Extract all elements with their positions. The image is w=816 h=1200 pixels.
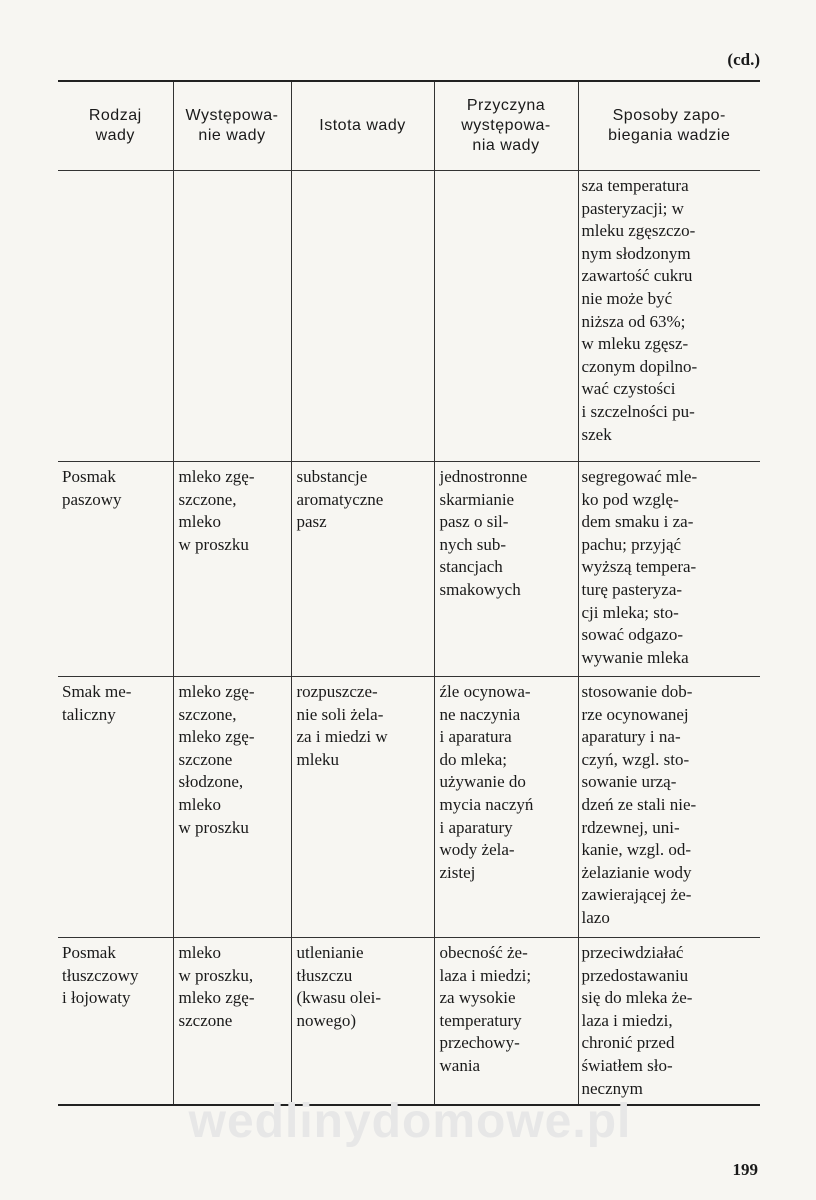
cell-prevention bbox=[578, 171, 760, 462]
cell-text: przeciwdziałać przedostawaniu się do mleka że- laza i miedzi, chronić przed światłem sło- necznym bbox=[581, 943, 693, 1098]
cell-defect bbox=[58, 677, 173, 938]
cell-defect bbox=[58, 171, 173, 462]
cell-text: substancje aromatyczne pasz bbox=[296, 467, 384, 532]
cell-text: mleko w proszku, mleko zgę- szczone bbox=[178, 943, 255, 1030]
watermark: wedlinydomowe.pl bbox=[188, 1095, 632, 1148]
cell-occurrence bbox=[173, 462, 291, 677]
header-essence: Istota wady bbox=[291, 81, 434, 171]
continuation-mark: (cd.) bbox=[727, 50, 760, 69]
cell-cause bbox=[434, 938, 578, 1106]
cell-occurrence bbox=[173, 677, 291, 938]
cell-text: źle ocynowa- ne naczynia i aparatura do mleka; używanie do mycia naczyń i aparatury wody żela- zistej bbox=[439, 682, 534, 882]
cell-text: rozpuszcze- nie soli żela- za i miedzi w mleku bbox=[296, 682, 388, 769]
cell-text: sza temperatura pasteryzacji; w mleku zgęszczo- nym słodzonym zawartość cukru nie może być niższa od 63%; w mleku zgęsz- czonym dopilno- wać czystości i szczelności pu- szek bbox=[581, 176, 698, 444]
header-row bbox=[58, 81, 760, 171]
cell-prevention bbox=[578, 677, 760, 938]
cell-essence bbox=[291, 938, 434, 1106]
cell-cause bbox=[434, 171, 578, 462]
cell-prevention bbox=[578, 938, 760, 1106]
table-row bbox=[58, 677, 760, 938]
cell-text: mleko zgę- szczone, mleko zgę- szczone słodzone, mleko w proszku bbox=[178, 682, 255, 837]
header-cause: Przyczyna występowa- nia wady bbox=[434, 81, 578, 171]
cell-text bbox=[292, 171, 434, 179]
cell-text: jednostronne skarmianie pasz o sil- nych sub- stancjach smakowych bbox=[439, 467, 528, 599]
cell-cause bbox=[434, 677, 578, 938]
cell-text: Smak me- taliczny bbox=[62, 682, 132, 724]
cell-text bbox=[58, 171, 173, 179]
cell-text: Posmak tłuszczowy i łojowaty bbox=[62, 943, 139, 1008]
milk-defects-table bbox=[58, 80, 760, 1106]
cell-text: segregować mle- ko pod wzglę- dem smaku i za- pachu; przyjąć wyższą tempera- turę pasteryza- cji mleka; sto- sować odgazo- wywanie mleka bbox=[581, 467, 698, 667]
cell-essence bbox=[291, 171, 434, 462]
cell-defect bbox=[58, 462, 173, 677]
table-row bbox=[58, 171, 760, 462]
cell-cause bbox=[434, 462, 578, 677]
cell-essence bbox=[291, 462, 434, 677]
cell-text: utlenianie tłuszczu (kwasu olei- nowego) bbox=[296, 943, 382, 1030]
cell-occurrence bbox=[173, 938, 291, 1106]
cell-text bbox=[174, 171, 291, 179]
table-row bbox=[58, 462, 760, 677]
cell-occurrence bbox=[173, 171, 291, 462]
cell-essence bbox=[291, 677, 434, 938]
cell-text: stosowanie dob- rze ocynowanej aparatury i na- czyń, wzgl. sto- sowanie urzą- dzeń ze stali nie- rdzewnej, uni- kanie, wzgl. od- żelazianie wody zawierającej że- lazo bbox=[581, 682, 697, 927]
header-defect-type: Rodzaj wady bbox=[58, 81, 173, 171]
page-number: 199 bbox=[732, 1160, 758, 1179]
cell-defect bbox=[58, 938, 173, 1106]
cell-text: obecność że- laza i miedzi; za wysokie temperatury przechowy- wania bbox=[439, 943, 532, 1075]
cell-prevention bbox=[578, 462, 760, 677]
header-prevention: Sposoby zapo- biegania wadzie bbox=[578, 81, 760, 171]
cell-text bbox=[435, 171, 578, 179]
header-occurrence: Występowa- nie wady bbox=[173, 81, 291, 171]
table-row bbox=[58, 938, 760, 1106]
cell-text: Posmak paszowy bbox=[62, 467, 122, 509]
cell-text: mleko zgę- szczone, mleko w proszku bbox=[178, 467, 255, 554]
